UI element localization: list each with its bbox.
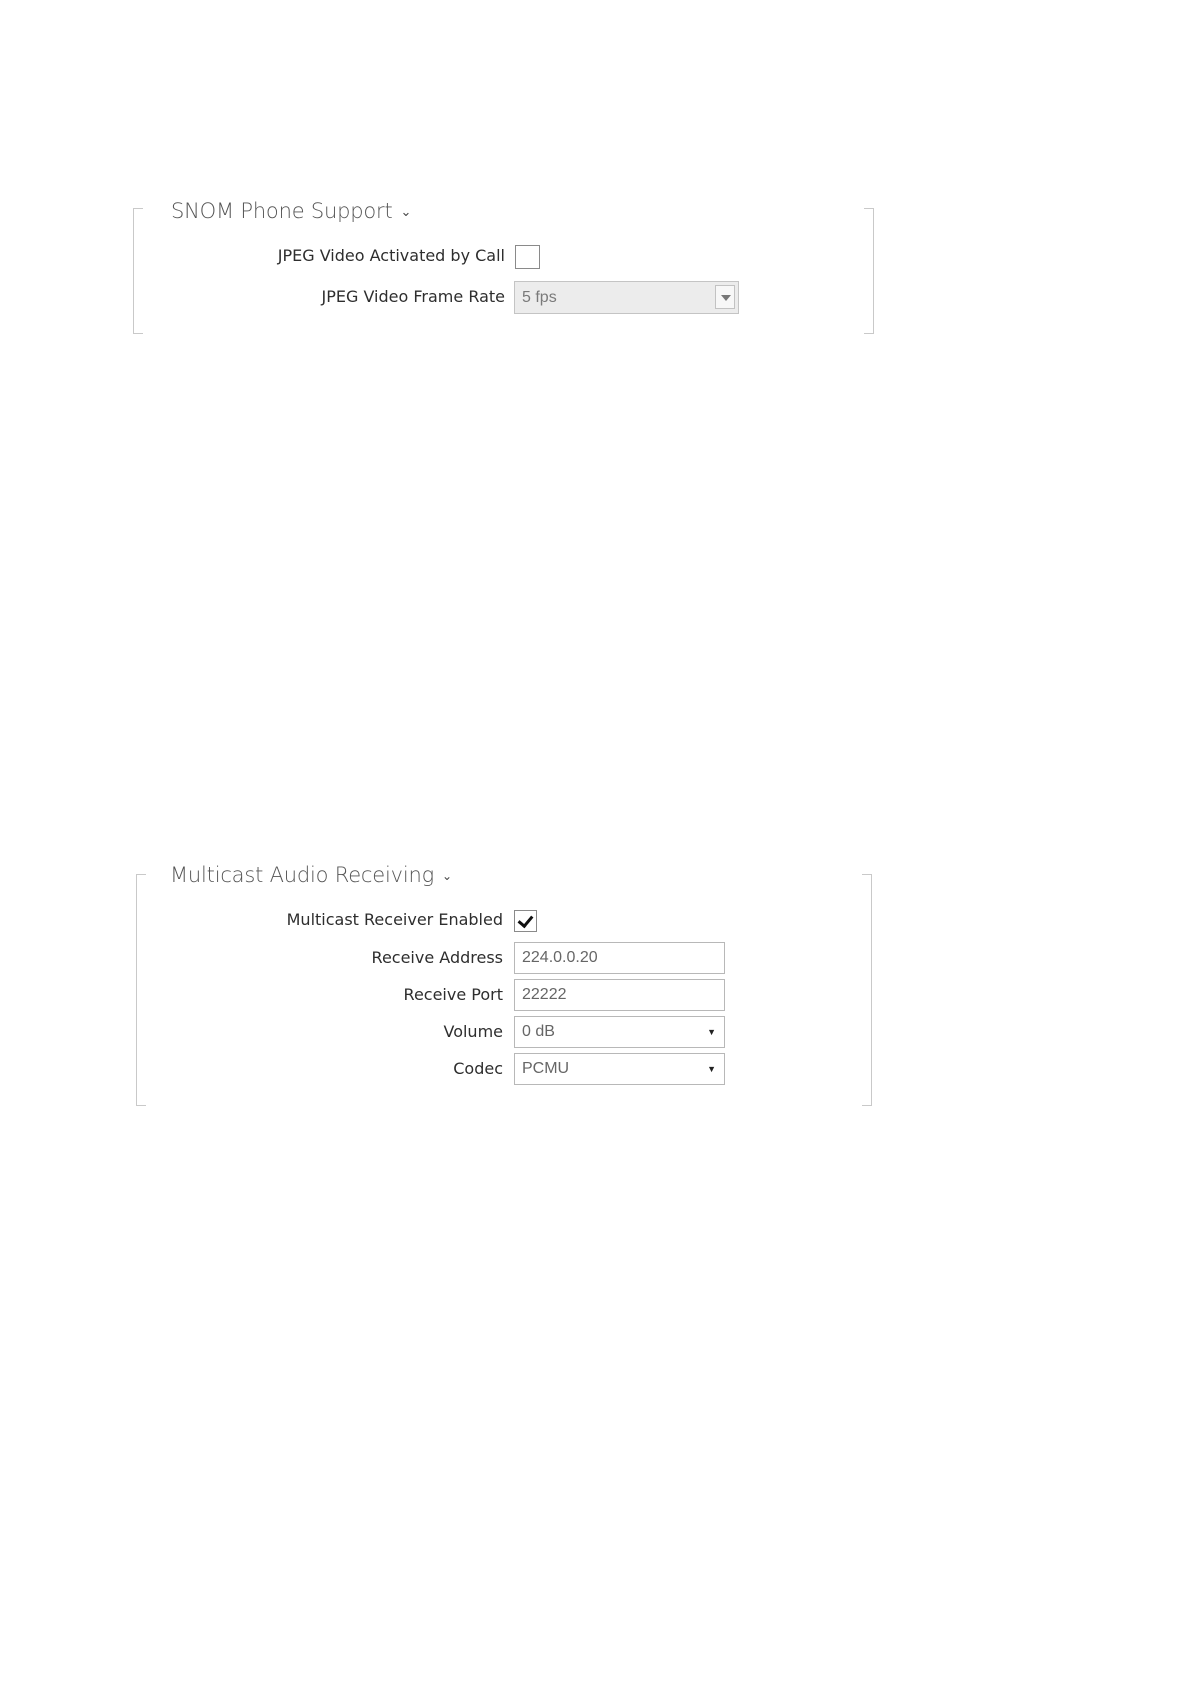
frame-rate-row bbox=[0, 281, 505, 313]
receive-address-row bbox=[0, 942, 503, 974]
panel-bracket-left bbox=[136, 874, 146, 1106]
receiver-enabled-label: Multicast Receiver Enabled bbox=[286, 910, 503, 929]
snom-panel-title-text: SNOM Phone Support bbox=[171, 199, 393, 223]
receive-port-input[interactable] bbox=[514, 979, 725, 1011]
receive-address-value: 224.0.0.20 bbox=[522, 949, 598, 966]
receive-port-label: Receive Port bbox=[403, 985, 503, 1004]
dropdown-arrow-icon[interactable]: ▼ bbox=[707, 1064, 716, 1074]
panel-bracket-right bbox=[864, 208, 874, 334]
receive-address-label: Receive Address bbox=[371, 948, 503, 967]
volume-label: Volume bbox=[443, 1022, 503, 1041]
jpeg-activated-row bbox=[0, 240, 505, 272]
chevron-down-icon[interactable]: ⌄ bbox=[442, 869, 452, 883]
snom-phone-support-panel bbox=[0, 0, 1191, 340]
volume-value: 0 dB bbox=[522, 1023, 555, 1040]
receive-port-value: 22222 bbox=[522, 986, 567, 1003]
volume-row bbox=[0, 1016, 503, 1048]
jpeg-activated-label: JPEG Video Activated by Call bbox=[277, 246, 505, 265]
frame-rate-select[interactable] bbox=[514, 281, 739, 314]
dropdown-arrow-icon[interactable]: ▼ bbox=[707, 1027, 716, 1037]
codec-select[interactable] bbox=[514, 1053, 725, 1085]
volume-select[interactable] bbox=[514, 1016, 725, 1048]
chevron-down-icon[interactable]: ⌄ bbox=[400, 205, 412, 220]
jpeg-activated-checkbox[interactable] bbox=[515, 245, 540, 269]
receive-port-row bbox=[0, 979, 503, 1011]
receive-address-input[interactable] bbox=[514, 942, 725, 974]
receiver-enabled-row bbox=[0, 904, 503, 936]
codec-row bbox=[0, 1053, 503, 1085]
multicast-panel-title-text: Multicast Audio Receiving bbox=[170, 863, 435, 887]
codec-value: PCMU bbox=[522, 1060, 570, 1077]
codec-label: Codec bbox=[453, 1059, 503, 1078]
frame-rate-value: 5 fps bbox=[522, 289, 557, 306]
panel-bracket-right bbox=[862, 874, 872, 1106]
snom-panel-title[interactable] bbox=[171, 199, 411, 223]
dropdown-arrow-icon[interactable] bbox=[715, 285, 735, 309]
multicast-panel-title[interactable] bbox=[170, 863, 452, 887]
frame-rate-label: JPEG Video Frame Rate bbox=[321, 287, 505, 306]
receiver-enabled-checkbox[interactable] bbox=[514, 910, 537, 932]
